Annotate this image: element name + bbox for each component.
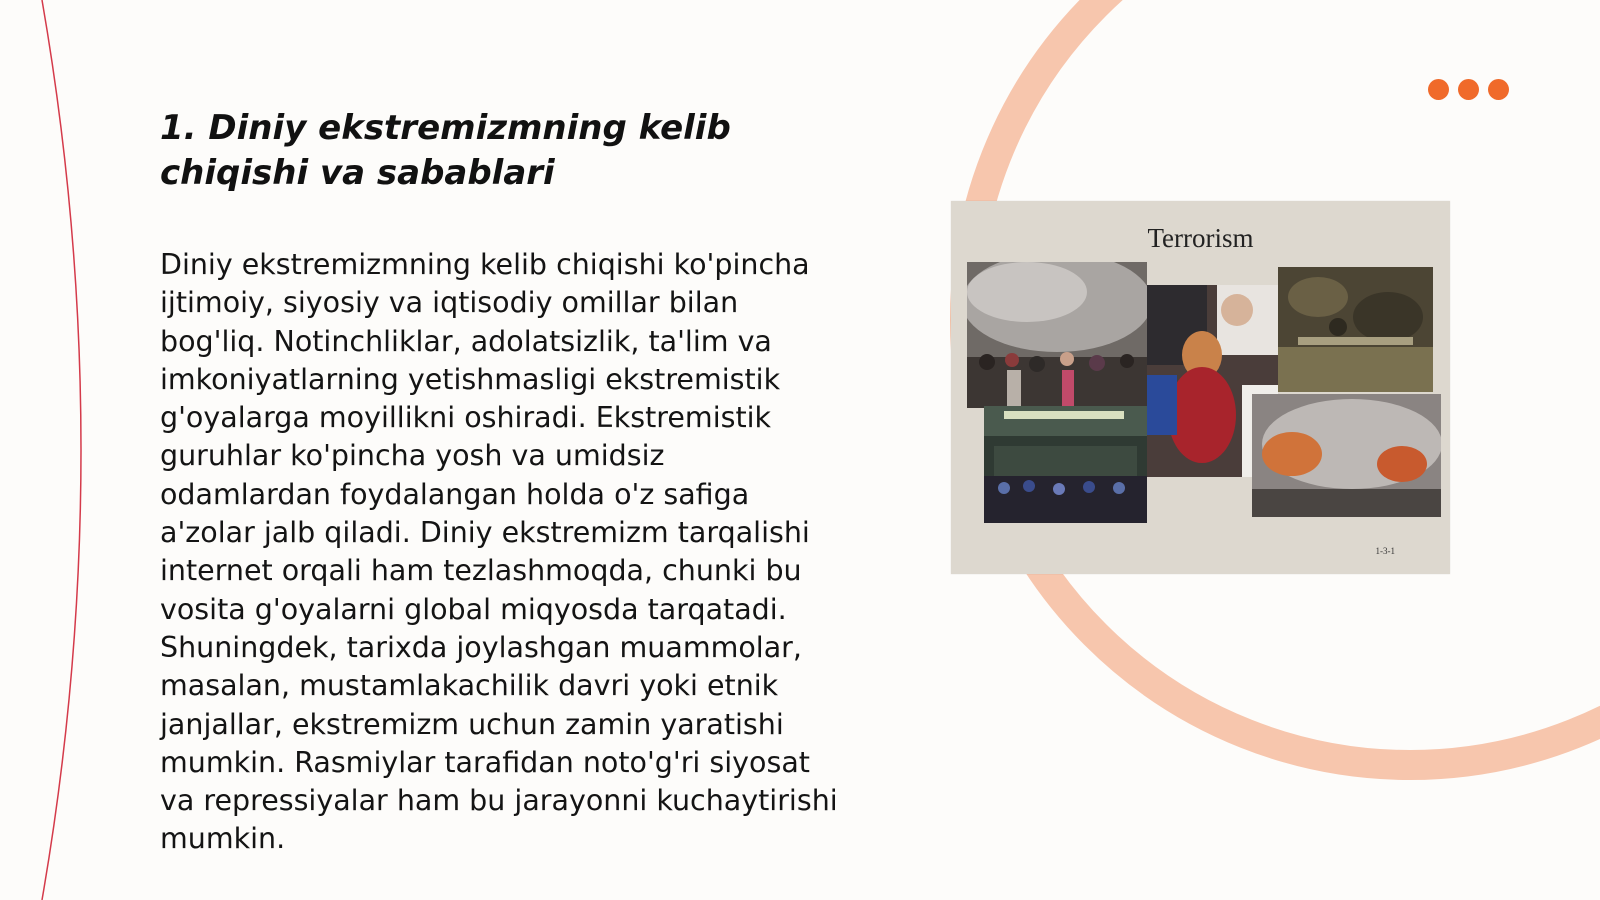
dot-2 [1458, 79, 1479, 100]
slide-body-text: Diniy ekstremizmning kelib chiqishi ko'pincha ijtimoiy, siyosiy va iqtisodiy omillar bilan bog'liq. Notinchliklar, adolatsizlik, ta'lim va imkoniyatlarning yetishmasligi ekstremistik g'oyalarga moyillikni oshiradi. Ekstremistik guruhlar ko'pincha yosh va umidsiz odamlardan foydalangan holda o'z safiga a'zolar jalb qiladi. Diniy ekstremizm tarqalishi internet orqali ham tezlashmoqda, chunki bu vosita g'oyalarni global miqyosda tarqatadi. Shuningdek, tarixda joylashgan muammolar, masalan, mustamlakachilik davri yoki etnik janjallar, ekstremizm uchun zamin yaratishi mumkin. Rasmiylar tarafidan noto'g'ri siyosat va repressiyalar ham bu jarayonni kuchaytirishi mumkin. [160, 248, 838, 856]
menu-dots-icon [1428, 79, 1509, 101]
left-curve-line [42, 0, 81, 900]
image-title: Terrorism [1147, 223, 1254, 253]
image-caption: 1-3-1 [1375, 546, 1395, 556]
dot-1 [1428, 79, 1449, 100]
photo-crowd-smoke [967, 262, 1147, 408]
photo-explosion [1252, 394, 1441, 517]
dot-3 [1488, 79, 1509, 100]
photo-soldiers [1278, 267, 1433, 392]
slide-title: 1. Diniy ekstremizmning kelib chiqishi va sabablari [160, 108, 731, 193]
photo-subway [984, 406, 1147, 523]
terrorism-image [951, 201, 1450, 574]
